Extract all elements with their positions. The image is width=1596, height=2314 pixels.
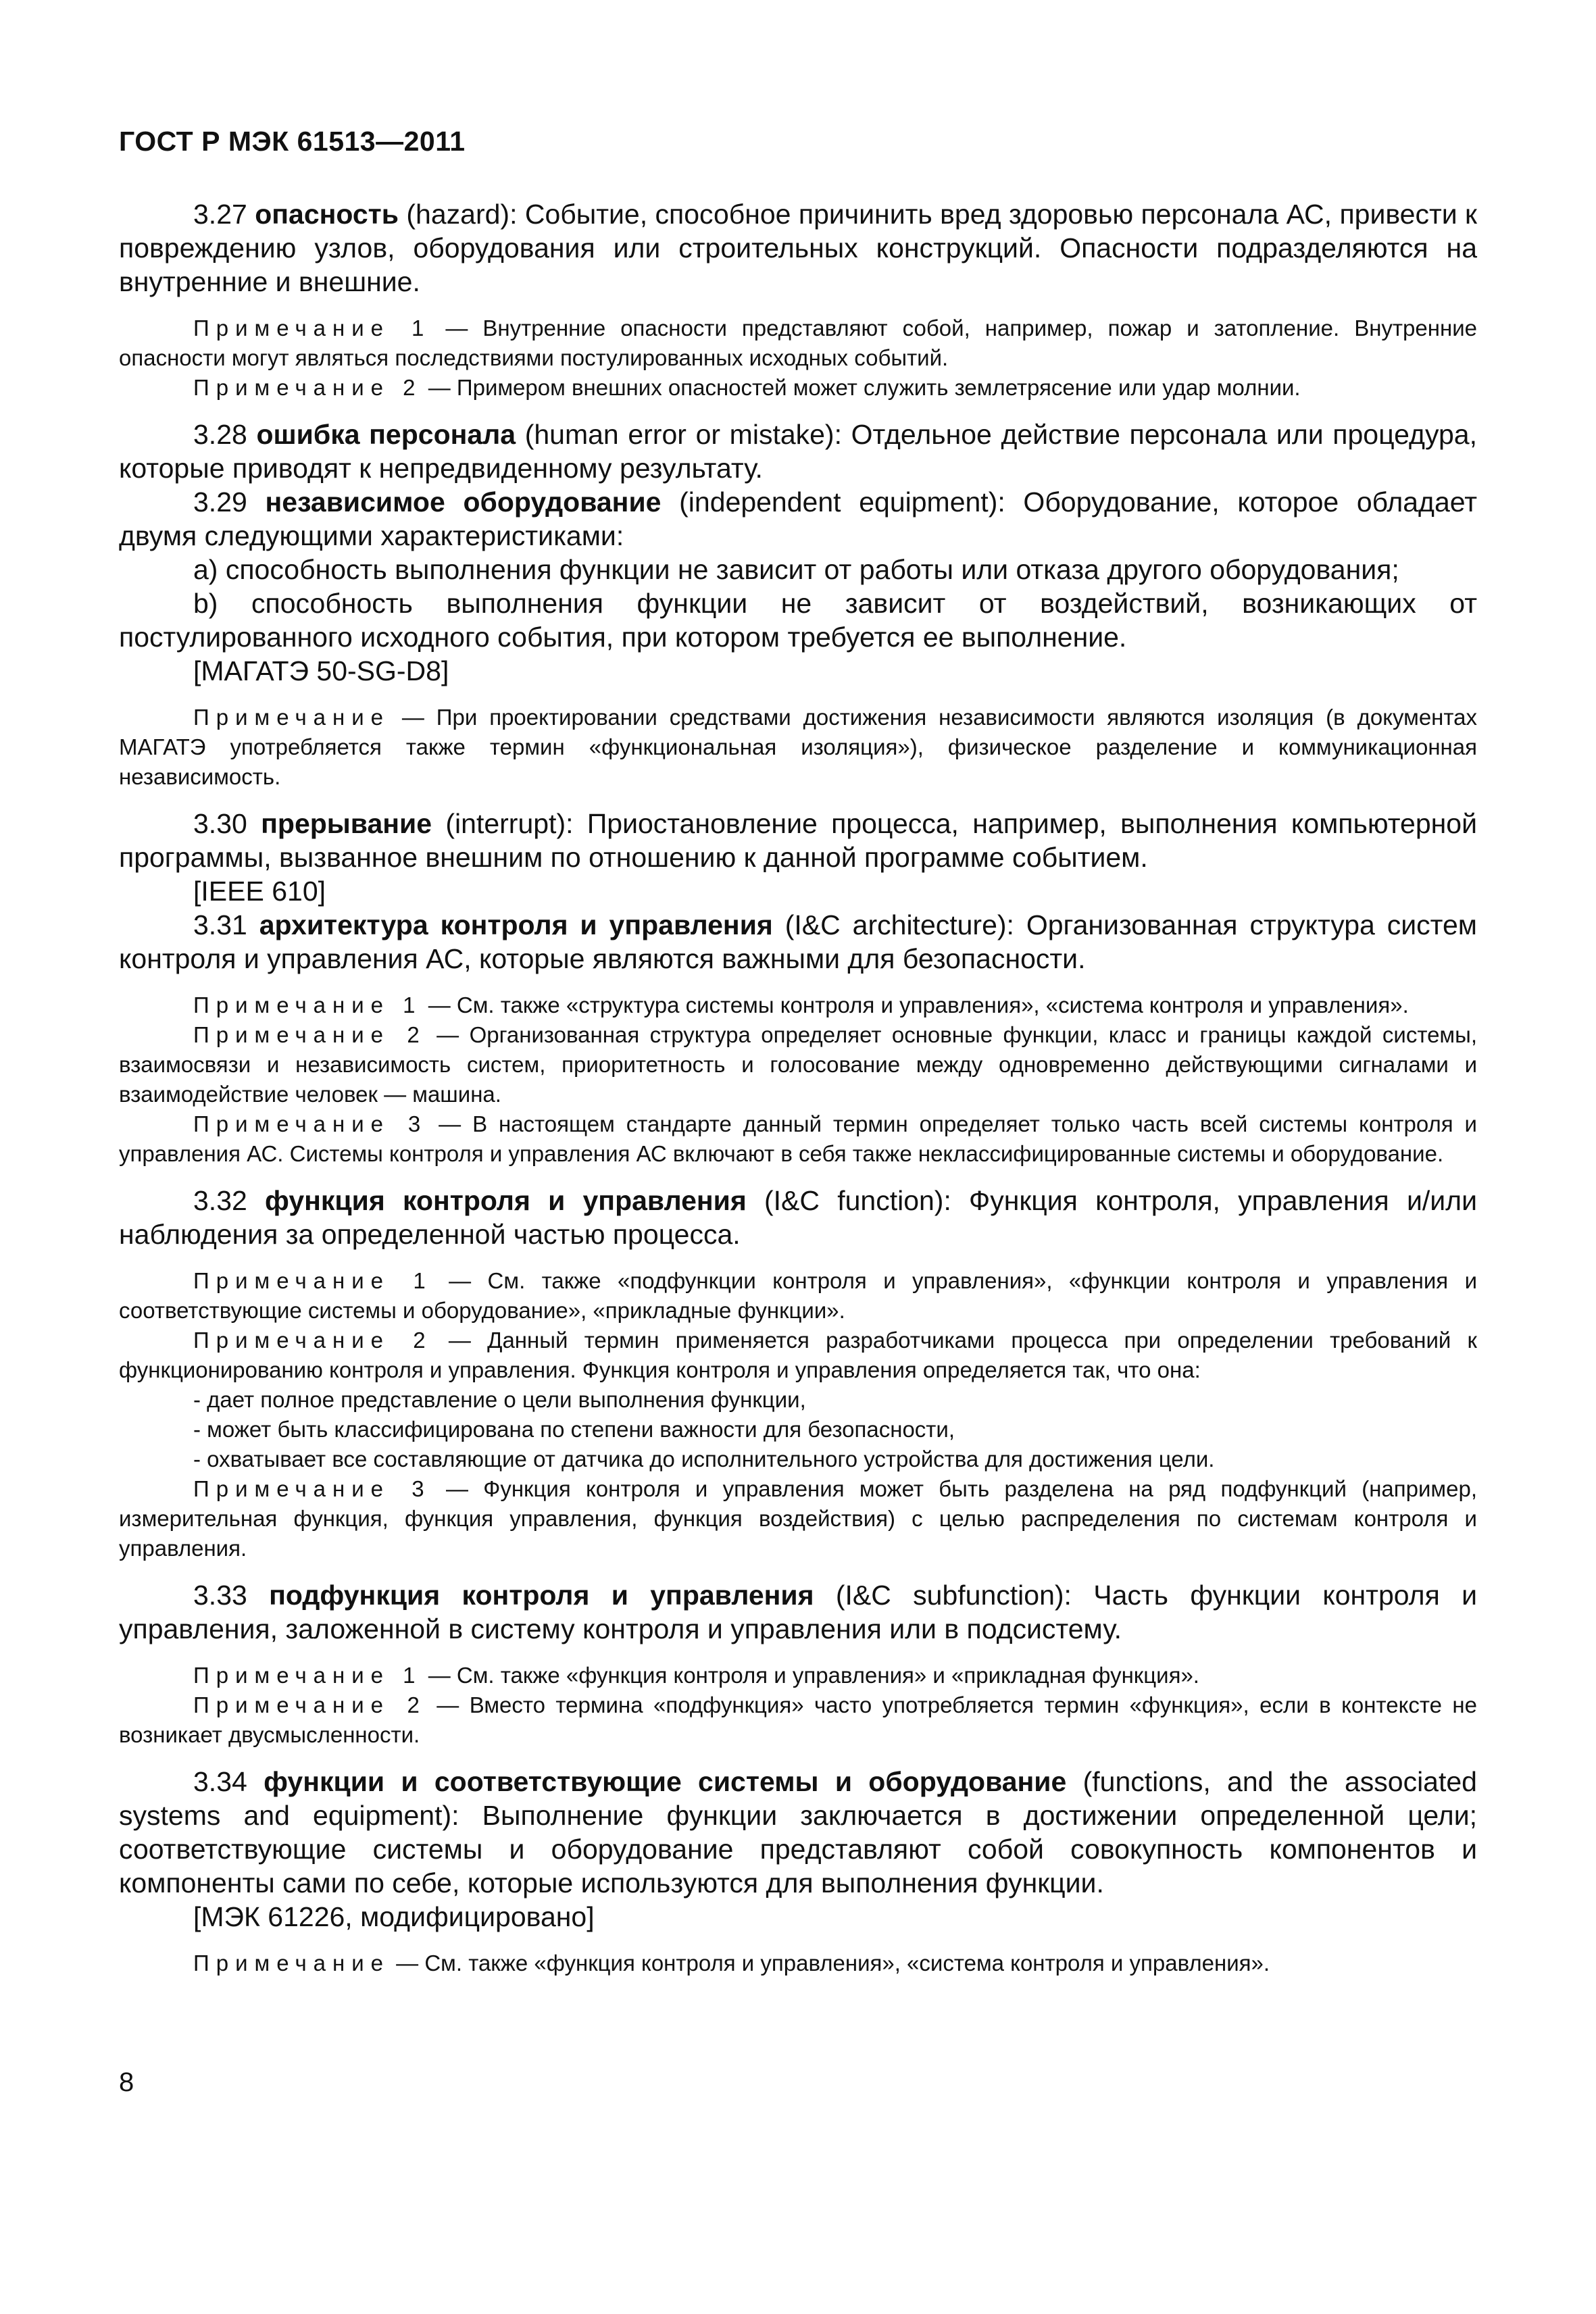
dash-item: - охватывает все составляющие от датчика до исполнительного устройства для достижения цели. <box>193 1447 1215 1472</box>
term-3-27 <box>119 197 1477 299</box>
term-name: опасность <box>255 199 399 230</box>
term-definition: : Функция контроля, управления и/или наблюдения за определенной частью процесса. <box>119 1185 1477 1250</box>
term-number: 3.28 <box>193 419 257 450</box>
term-number: 3.32 <box>193 1185 266 1216</box>
note-label: Примечание <box>193 1951 391 1976</box>
term-number: 3.33 <box>193 1580 270 1611</box>
note <box>119 1326 1477 1385</box>
term-3-33 <box>119 1578 1477 1646</box>
term-english: (I&C function) <box>746 1185 944 1216</box>
term-name: функции и соответствующие системы и оборудование <box>264 1766 1067 1797</box>
term-english: (hazard) <box>398 199 510 230</box>
term-3-34 <box>119 1765 1477 1900</box>
term-name: независимое оборудование <box>265 486 662 518</box>
note <box>119 1661 1477 1690</box>
note-text: — Данный термин применяется разработчиками процесса при определении требований к функционированию контроля и управления. Функция контроля и управления определяется так, что она: <box>119 1328 1477 1382</box>
term-number: 3.31 <box>193 909 259 940</box>
term-english: (human error or mistake) <box>516 419 834 450</box>
term-definition: : Событие, способное причинить вред здоровью персонала АС, привести к повреждению узлов, оборудования или строительных конструкций. Опасности подразделяются на внутренние и внешние. <box>119 199 1477 297</box>
term-definition: : Выполнение функции заключается в достижении определенной цели; соответствующие системы и оборудование представляют собой совокупность компонентов и компоненты сами по себе, которые используются для выполнения функции. <box>119 1800 1477 1898</box>
term-3-32 <box>119 1184 1477 1251</box>
note-text: — Вместо термина «подфункция» часто употребляется термин «функция», если в контексте не возникает двусмысленности. <box>119 1692 1477 1747</box>
note <box>119 1109 1477 1169</box>
note-label: Примечание 1 <box>193 316 431 341</box>
note <box>119 313 1477 373</box>
term-name: функция контроля и управления <box>265 1185 747 1216</box>
note-text: — Организованная структура определяет основные функции, класс и границы каждой системы, взаимосвязи и независимость систем, приоритетность и голосование между одновременно действующими сигналами и взаимодействие человек — машина. <box>119 1022 1477 1107</box>
note-label: Примечание 1 <box>193 1268 432 1293</box>
note-label: Примечание 2 <box>193 1022 426 1047</box>
term-definition: : Организованная структура систем контроля и управления АС, которые являются важными для безопасности. <box>119 909 1477 974</box>
term-definition: : Отдельное действие персонала или процедура, которые приводят к непредвиденному результату. <box>119 419 1477 484</box>
document-header: ГОСТ Р МЭК 61513—2011 <box>119 126 466 157</box>
note-text: — См. также «подфункции контроля и управления», «функции контроля и управления и соответствующие системы и оборудование», «прикладные функции». <box>119 1268 1478 1323</box>
term-definition: : Приостановление процесса, например, выполнения компьютерной программы, вызванное внешним по отношению к данной программе событием. <box>119 808 1477 873</box>
term-3-29 <box>119 485 1477 553</box>
term-3-31 <box>119 908 1477 976</box>
term-name: прерывание <box>261 808 432 839</box>
note-text: — См. также «функция контроля и управления», «система контроля и управления». <box>390 1951 1270 1976</box>
term-3-30 <box>119 807 1477 874</box>
note-text: — При проектировании средствами достижения независимости являются изоляция (в документах МАГАТЭ употребляется также термин «функциональная изоляция»), физическое разделение и коммуникационная независимость. <box>119 705 1477 789</box>
note-text: — См. также «структура системы контроля и управления», «система контроля и управления». <box>422 992 1409 1017</box>
term-english: (I&C subfunction) <box>814 1580 1064 1611</box>
term-number: 3.34 <box>193 1766 264 1797</box>
note-label: Примечание 2 <box>193 1328 432 1353</box>
reference: [МЭК 61226, модифицировано] <box>193 1901 595 1932</box>
note-label: Примечание <box>193 705 391 730</box>
page-number: 8 <box>119 2067 134 2097</box>
list-item-b: b) способность выполнения функции не зависит от воздействий, возникающих от постулированного исходного события, при котором требуется ее выполнение. <box>119 588 1477 653</box>
term-english: (I&C architecture) <box>772 909 1007 940</box>
note <box>119 373 1477 403</box>
term-definition: : Часть функции контроля и управления, заложенной в систему контроля и управления или в подсистему. <box>119 1580 1477 1644</box>
term-name: ошибка персонала <box>256 419 516 450</box>
note <box>119 1690 1477 1750</box>
term-definition: : Оборудование, которое обладает двумя следующими характеристиками: <box>119 486 1477 551</box>
note-text: — Внутренние опасности представляют собой, например, пожар и затопление. Внутренние опасности могут являться последствиями постулированных исходных событий. <box>119 316 1477 370</box>
note <box>119 1266 1477 1326</box>
note <box>119 1020 1477 1109</box>
term-number: 3.29 <box>193 486 266 518</box>
term-name: архитектура контроля и управления <box>259 909 773 940</box>
term-number: 3.30 <box>193 808 261 839</box>
dash-item: - дает полное представление о цели выполнения функции, <box>193 1387 806 1412</box>
note-text: — Функция контроля и управления может быть разделена на ряд подфункций (например, измерительная функция, функция управления, функция воздействия) с целью распределения по системам контроля и управления. <box>119 1476 1477 1561</box>
term-3-28 <box>119 418 1477 485</box>
term-number: 3.27 <box>193 199 255 230</box>
note <box>119 703 1477 792</box>
term-english: (independent equipment) <box>661 486 998 518</box>
page-content <box>119 197 1477 1978</box>
reference: [IEEE 610] <box>193 876 326 907</box>
note <box>119 1948 1477 1978</box>
term-english: (interrupt) <box>432 808 566 839</box>
note-text: — В настоящем стандарте данный термин определяет только часть всей системы контроля и управления АС. Системы контроля и управления АС включают в себя также неклассифицированные системы и оборудование. <box>119 1111 1477 1166</box>
reference: [МАГАТЭ 50-SG-D8] <box>193 655 449 686</box>
note-label: Примечание 3 <box>193 1111 428 1136</box>
note <box>119 1474 1477 1563</box>
note-label: Примечание 1 <box>193 992 422 1017</box>
dash-item: - может быть классифицирована по степени важности для безопасности, <box>193 1417 955 1442</box>
note-label: Примечание 3 <box>193 1476 431 1501</box>
list-item-a: a) способность выполнения функции не зависит от работы или отказа другого оборудования; <box>193 554 1399 585</box>
note-label: Примечание 2 <box>193 1692 426 1717</box>
note-text: — Примером внешних опасностей может служить землетрясение или удар молнии. <box>422 375 1301 400</box>
note-text: — См. также «функция контроля и управления» и «прикладная функция». <box>422 1663 1199 1688</box>
note <box>119 990 1477 1020</box>
term-name: подфункция контроля и управления <box>269 1580 814 1611</box>
note-label: Примечание 2 <box>193 375 422 400</box>
note-label: Примечание 1 <box>193 1663 422 1688</box>
term-english: (functions, and the associated systems and equipment) <box>119 1766 1477 1831</box>
